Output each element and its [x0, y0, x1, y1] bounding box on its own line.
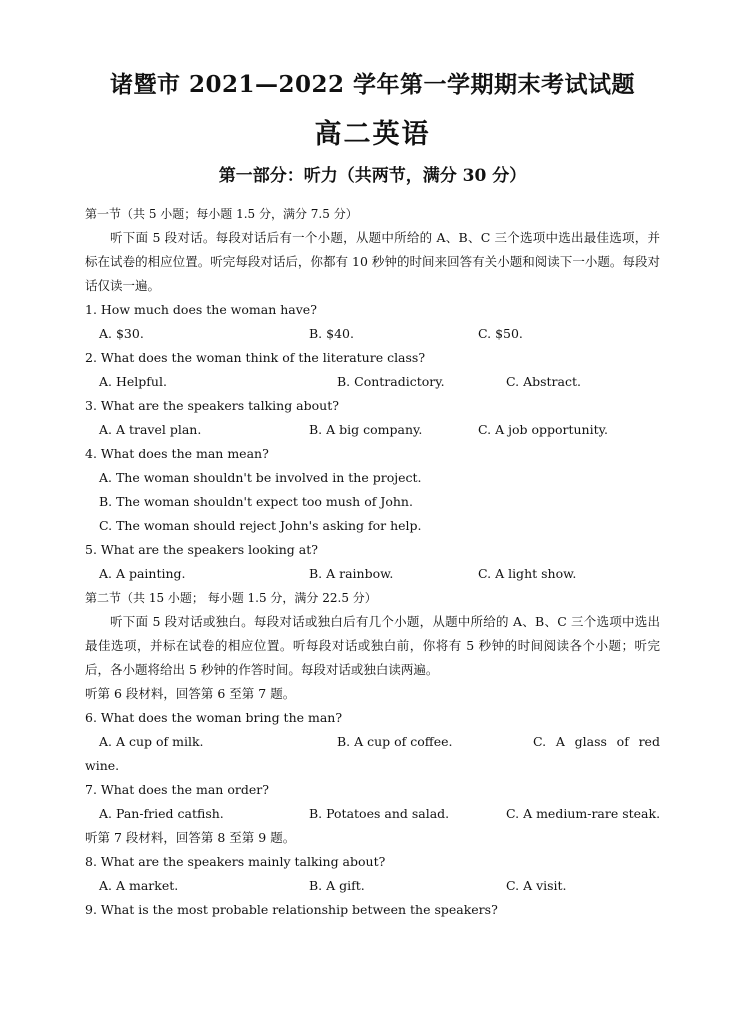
option-c-word: red — [638, 734, 660, 749]
question-4-option-a: A. The woman shouldn't be involved in the project. — [99, 470, 422, 485]
subject-title: 高二英语 — [314, 119, 431, 150]
part-heading: 第一部分：听力（共两节，满分 30 分） — [218, 166, 527, 186]
question-3: 3. What are the speakers talking about? — [85, 398, 339, 413]
question-7-option-b: B. Potatoes and salad. — [309, 806, 450, 821]
option-c-word: glass — [574, 734, 607, 749]
question-2-option-b: B. Contradictory. — [337, 374, 445, 389]
question-5-option-b: B. A rainbow. — [309, 566, 394, 581]
option-c-word: C. — [533, 734, 547, 749]
material-6-note: 听第 6 段材料，回答第 6 至第 7 题。 — [85, 686, 296, 701]
question-1: 1. How much does the woman have? — [85, 302, 317, 317]
question-2-option-a: A. Helpful. — [99, 374, 167, 389]
question-6-option-c-continued: wine. — [85, 758, 120, 773]
question-7-option-c: C. A medium-rare steak. — [506, 806, 661, 821]
option-c-word: A — [555, 734, 565, 749]
section1-heading: 第一节（共 5 小题；每小题 1.5 分，满分 7.5 分） — [85, 207, 358, 221]
material-7-note: 听第 7 段材料，回答第 8 至第 9 题。 — [85, 830, 296, 845]
question-6: 6. What does the woman bring the man? — [85, 710, 343, 725]
question-4: 4. What does the man mean? — [85, 446, 269, 461]
question-6-option-a: A. A cup of milk. — [99, 734, 204, 749]
question-3-option-a: A. A travel plan. — [99, 422, 202, 437]
option-c-word: of — [616, 734, 629, 749]
question-8-option-a: A. A market. — [99, 878, 179, 893]
section1-instructions: 听下面 5 段对话。每段对话后有一个小题，从题中所给的 A、B、C 三个选项中选出最佳选项，并标在试卷的相应位置。听完每段对话后，你都有 10 秒钟的时间来回答有关小题和阅读下一小题。每段对话仅读一遍。 — [85, 230, 660, 293]
question-5-option-c: C. A light show. — [478, 566, 577, 581]
question-9: 9. What is the most probable relationship between the speakers? — [85, 902, 498, 917]
question-1-option-c: C. $50. — [478, 326, 523, 341]
question-5-option-a: A. A painting. — [99, 566, 186, 581]
question-2: 2. What does the woman think of the literature class? — [85, 350, 426, 365]
question-1-option-a: A. $30. — [99, 326, 144, 341]
section2-heading: 第二节（共 15 小题； 每小题 1.5 分，满分 22.5 分） — [85, 591, 377, 605]
question-8-option-c: C. A visit. — [506, 878, 567, 893]
question-7-option-a: A. Pan-fried catfish. — [99, 806, 224, 821]
question-6-option-c — [533, 734, 660, 750]
question-2-option-c: C. Abstract. — [506, 374, 581, 389]
question-5: 5. What are the speakers looking at? — [85, 542, 318, 557]
question-6-option-b: B. A cup of coffee. — [337, 734, 453, 749]
question-3-option-c: C. A job opportunity. — [478, 422, 608, 437]
question-1-option-b: B. $40. — [309, 326, 354, 341]
question-7: 7. What does the man order? — [85, 782, 269, 797]
question-8-option-b: B. A gift. — [309, 878, 365, 893]
question-8: 8. What are the speakers mainly talking about? — [85, 854, 386, 869]
question-3-option-b: B. A big company. — [309, 422, 423, 437]
question-4-option-b: B. The woman shouldn't expect too mush of John. — [99, 494, 413, 509]
exam-title: 诸暨市 2021—2022 学年第一学期期末考试试题 — [109, 71, 636, 98]
question-4-option-c: C. The woman should reject John's asking for help. — [99, 518, 422, 533]
section2-instructions: 听下面 5 段对话或独白。每段对话或独白后有几个小题，从题中所给的 A、B、C 三个选项中选出最佳选项，并标在试卷的相应位置。听每段对话或独白前，你将有 5 秒钟的时间阅读各个小题；听完后，各小题将给出 5 秒钟的作答时间。每段对话或独白读两遍。 — [85, 614, 660, 677]
